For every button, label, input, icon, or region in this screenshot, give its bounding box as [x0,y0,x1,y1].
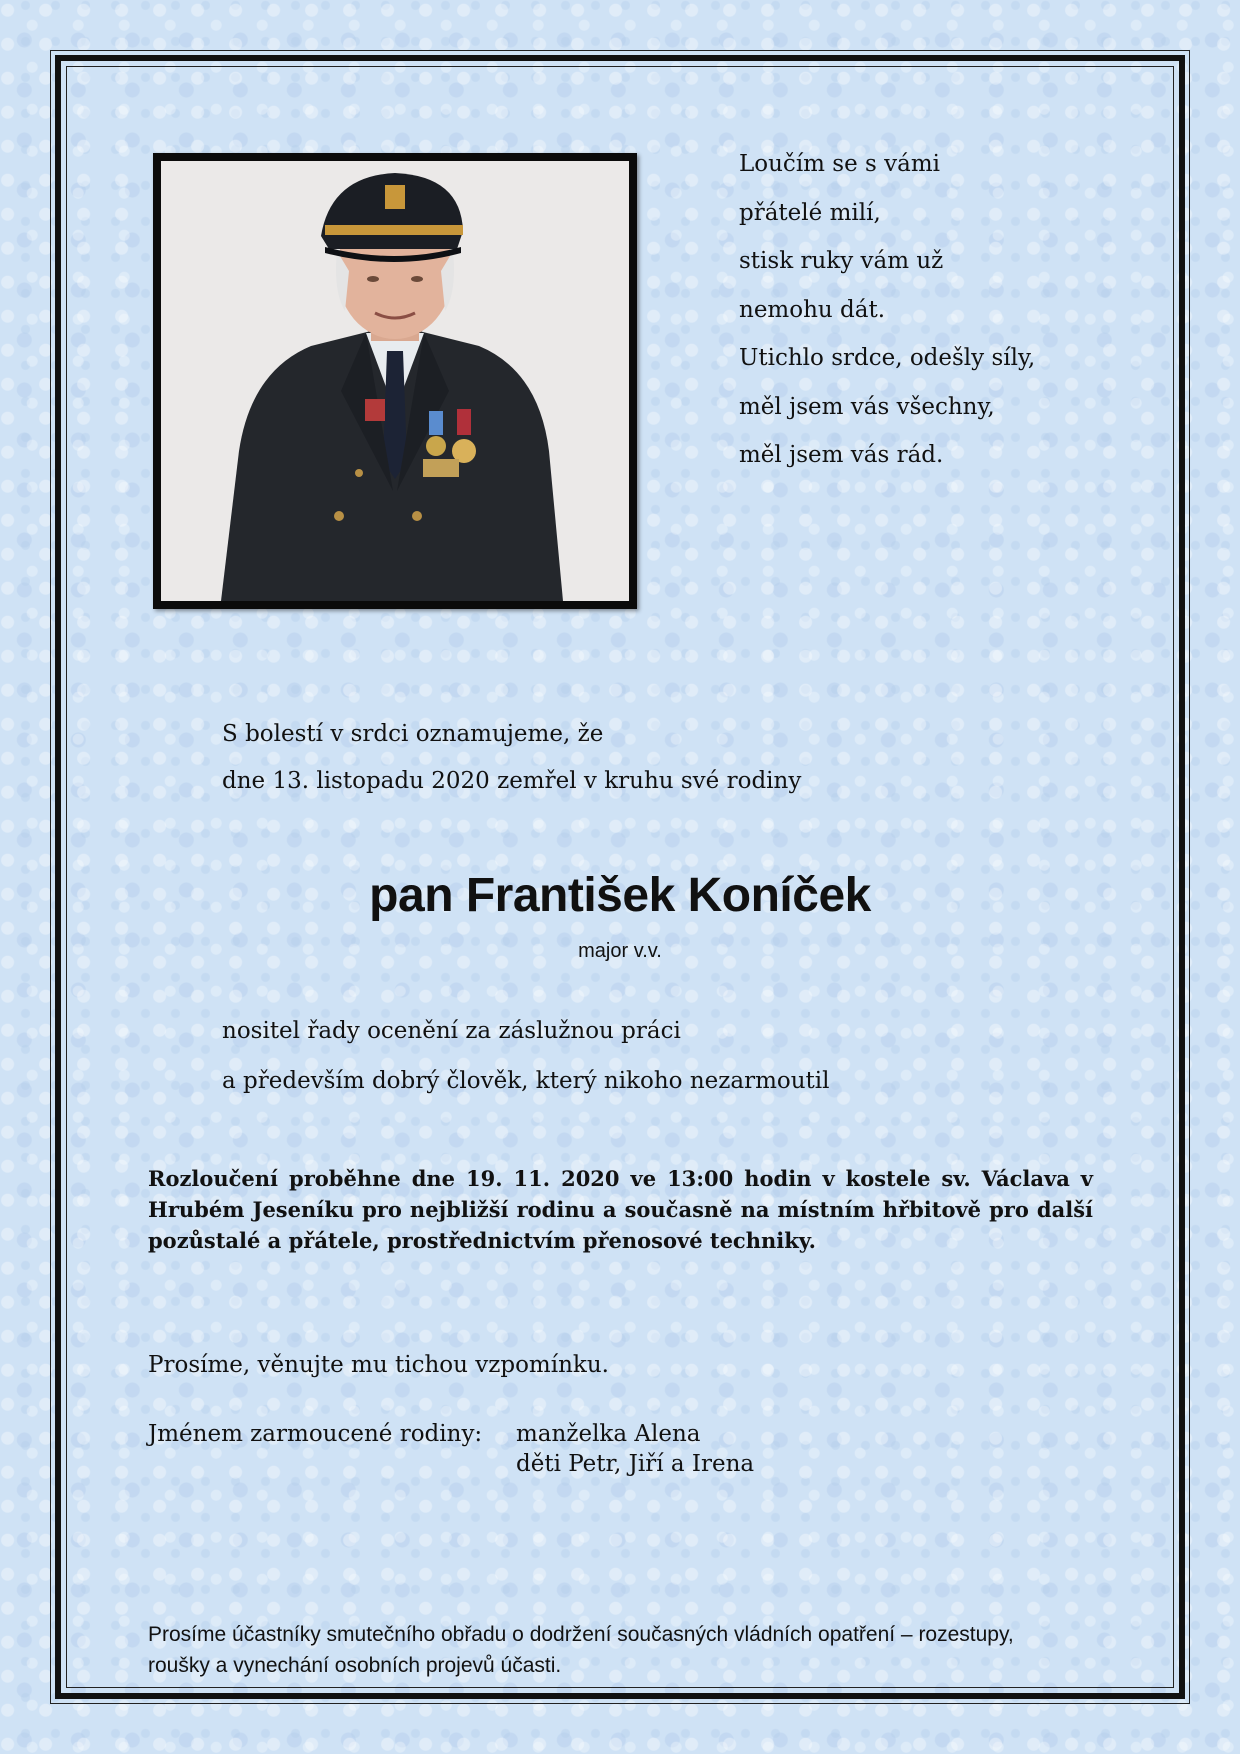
notice-line: Prosíme účastníky smutečního obřadu o dodržení současných vládních opatření – rozestupy, [148,1623,1014,1646]
deceased-rank: major v.v. [578,940,662,962]
family-member: děti Petr, Jiří a Irena [516,1451,755,1477]
covid-notice [148,1619,1098,1681]
poem-line: stisk ruky vám už [739,248,944,274]
family-member: manželka Alena [516,1421,701,1447]
announcement-line: dne 13. listopadu 2020 zemřel v kruhu své rodiny [222,768,802,794]
poem-line: nemohu dát. [739,296,886,323]
merits-line: nositel řady ocenění za záslužnou práci [222,1018,681,1044]
death-announcement [222,711,1122,805]
remembrance-plea: Prosíme, věnujte mu tichou vzpomínku. [148,1352,609,1378]
poem-line: přátelé milí, [739,199,881,226]
poem-line: měl jsem vás rád. [739,442,944,468]
family-members [516,1419,754,1479]
ceremony-info: Rozloučení proběhne dne 19. 11. 2020 ve 13:00 hodin v kostele sv. Václava v Hrubém Jeseníku pro nejbližší rodinu a současně na místním hřbitově pro další pozůstalé a přátele, prostřednictvím přenosové techniky. [148,1166,1093,1253]
farewell-poem [739,140,1139,480]
deceased-name: pan František Koníček [369,869,871,922]
family-label: Jménem zarmoucené rodiny: [148,1421,483,1447]
merits-line: a především dobrý člověk, který nikoho nezarmoutil [222,1068,830,1094]
merits [222,1006,1122,1106]
poem-line: Utichlo srdce, odešly síly, [739,345,1036,371]
portrait-photo [153,153,637,609]
poem-line: měl jsem vás všechny, [739,393,995,420]
poem-line: Loučím se s vámi [739,151,941,177]
notice-line: roušky a vynechání osobních projevů účasti. [148,1654,562,1677]
announcement-line: S bolestí v srdci oznamujeme, že [222,721,604,747]
